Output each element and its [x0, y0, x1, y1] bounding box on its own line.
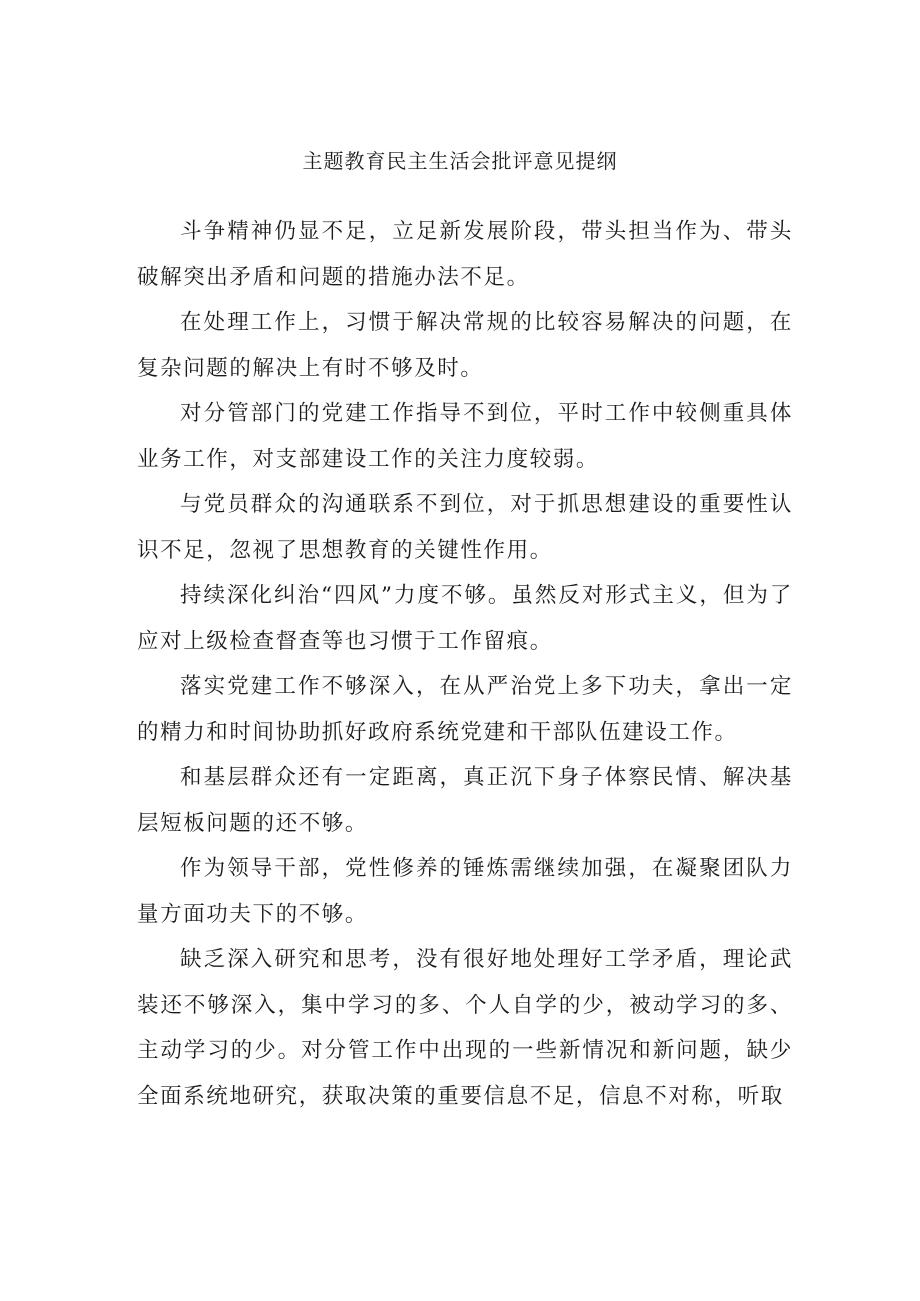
- document-body: [137, 209, 793, 1119]
- paragraph-6: 落实党建工作不够深入，在从严治党上多下功夫，拿出一定的精力和时间协助抓好政府系统党建和干部队伍建设工作。: [137, 674, 793, 745]
- paragraph-7: 和基层群众还有一定距离，真正沉下身子体察民情、解决基层短板问题的还不够。: [137, 765, 793, 836]
- document-title: 主题教育民主生活会批评意见提纲: [302, 149, 618, 173]
- paragraph-8: 作为领导干部，党性修养的锤炼需继续加强，在凝聚团队力量方面功夫下的不够。: [137, 856, 793, 927]
- paragraph-9: 缺乏深入研究和思考，没有很好地处理好工学矛盾，理论武装还不够深入，集中学习的多、个人自学的少，被动学习的多、主动学习的少。对分管工作中出现的一些新情况和新问题，缺少全面系统地研究，获取决策的重要信息不足，信息不对称，听取: [137, 947, 793, 1109]
- paragraph-3: 对分管部门的党建工作指导不到位，平时工作中较侧重具体业务工作，对支部建设工作的关注力度较弱。: [137, 401, 793, 472]
- paragraph-5: 持续深化纠治“四风”力度不够。虽然反对形式主义，但为了应对上级检查督查等也习惯于工作留痕。: [137, 583, 793, 654]
- paragraph-1: 斗争精神仍显不足，立足新发展阶段，带头担当作为、带头破解突出矛盾和问题的措施办法不足。: [137, 219, 793, 290]
- paragraph-2: 在处理工作上，习惯于解决常规的比较容易解决的问题，在复杂问题的解决上有时不够及时。: [137, 310, 793, 381]
- paragraph-4: 与党员群众的沟通联系不到位，对于抓思想建设的重要性认识不足，忽视了思想教育的关键性作用。: [137, 492, 793, 563]
